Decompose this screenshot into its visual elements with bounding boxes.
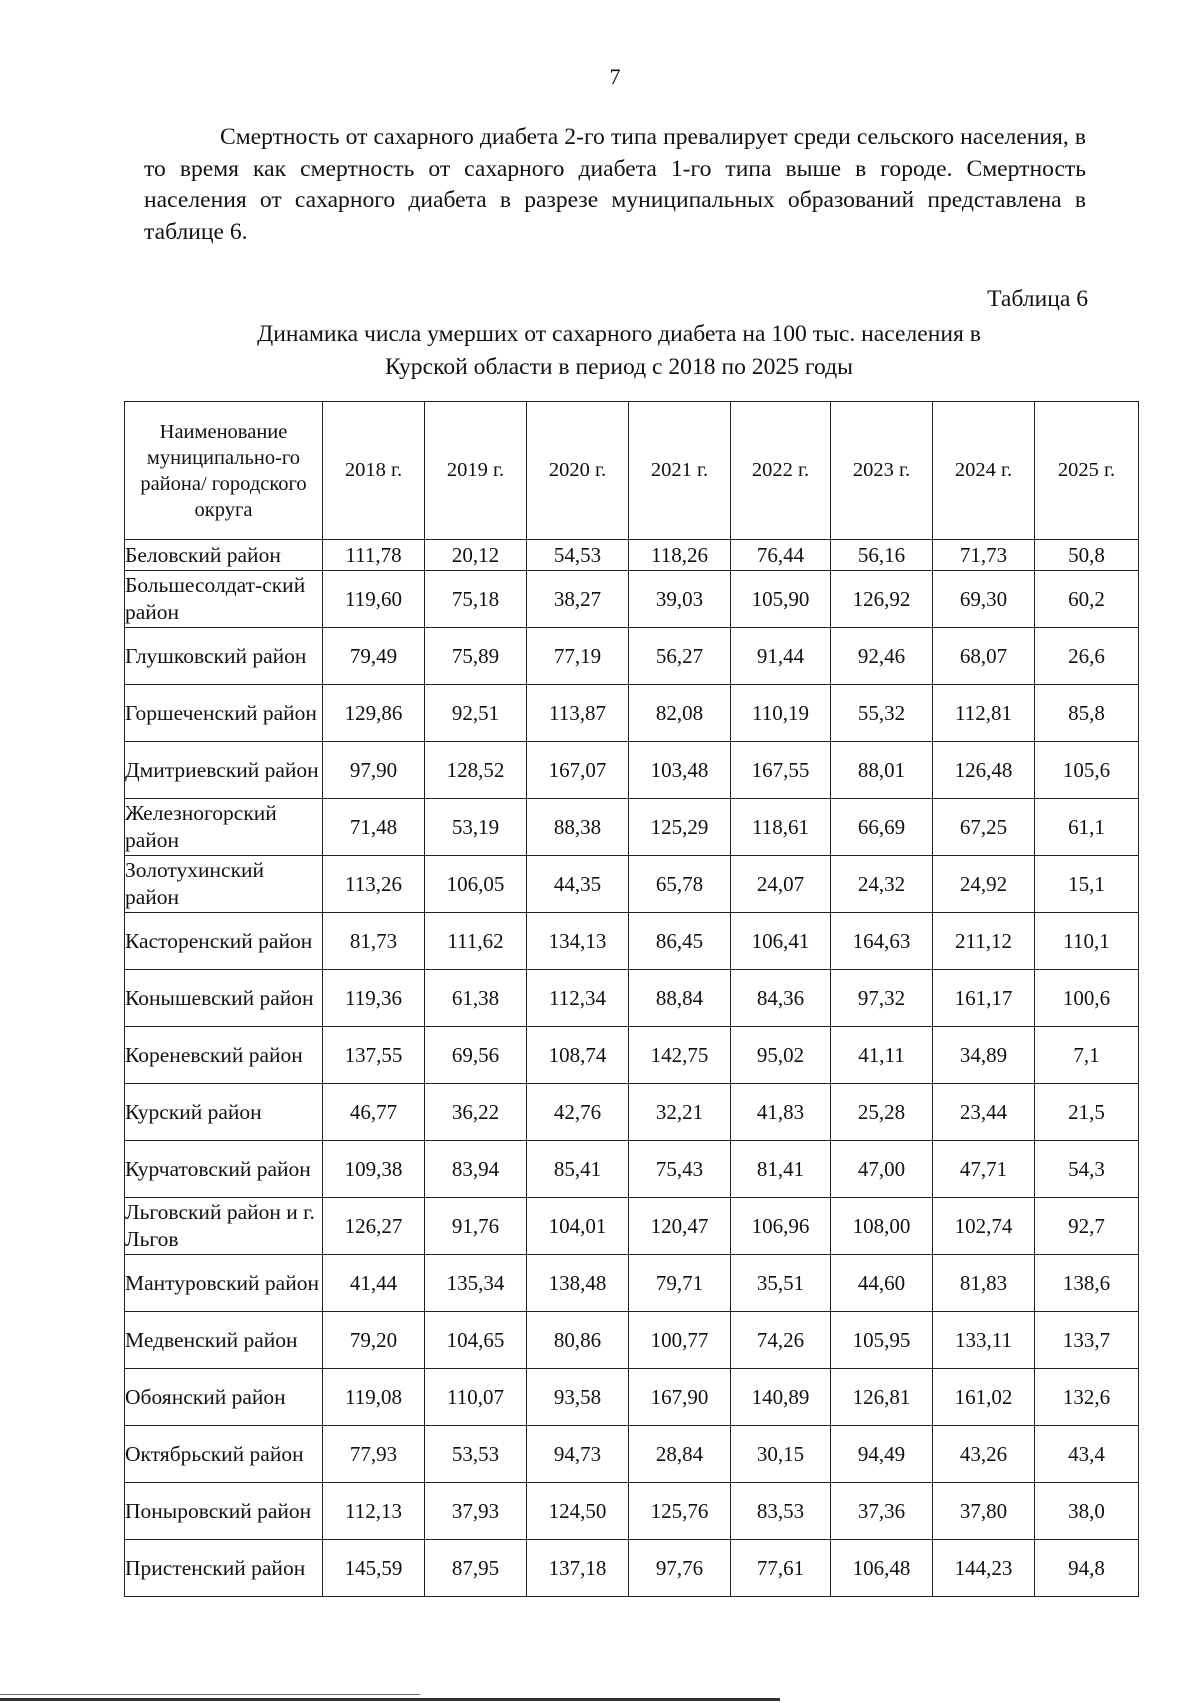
- value-cell: 102,74: [933, 1198, 1035, 1255]
- value-cell: 104,65: [425, 1312, 527, 1369]
- value-cell: 111,62: [425, 913, 527, 970]
- value-cell: 42,76: [527, 1084, 629, 1141]
- municipality-name: Золотухинский район: [125, 856, 323, 913]
- header-municipality: Наименование муниципально-го района/ городского округа: [125, 402, 323, 540]
- value-cell: 77,61: [731, 1540, 831, 1597]
- value-cell: 105,95: [831, 1312, 933, 1369]
- value-cell: 88,84: [629, 970, 731, 1027]
- value-cell: 112,81: [933, 685, 1035, 742]
- table-row: [125, 1540, 1139, 1597]
- value-cell: 43,4: [1035, 1426, 1139, 1483]
- value-cell: 23,44: [933, 1084, 1035, 1141]
- value-cell: 38,27: [527, 571, 629, 628]
- value-cell: 60,2: [1035, 571, 1139, 628]
- value-cell: 44,60: [831, 1255, 933, 1312]
- value-cell: 56,16: [831, 540, 933, 571]
- value-cell: 50,8: [1035, 540, 1139, 571]
- value-cell: 211,12: [933, 913, 1035, 970]
- value-cell: 93,58: [527, 1369, 629, 1426]
- value-cell: 81,83: [933, 1255, 1035, 1312]
- mortality-table: [124, 401, 1139, 1597]
- value-cell: 86,45: [629, 913, 731, 970]
- value-cell: 69,56: [425, 1027, 527, 1084]
- value-cell: 53,19: [425, 799, 527, 856]
- municipality-name: Большесолдат-ский район: [125, 571, 323, 628]
- value-cell: 75,43: [629, 1141, 731, 1198]
- municipality-name: Железногорский район: [125, 799, 323, 856]
- value-cell: 97,76: [629, 1540, 731, 1597]
- value-cell: 25,28: [831, 1084, 933, 1141]
- table-row: [125, 1312, 1139, 1369]
- value-cell: 104,01: [527, 1198, 629, 1255]
- value-cell: 84,36: [731, 970, 831, 1027]
- value-cell: 119,60: [323, 571, 425, 628]
- value-cell: 100,77: [629, 1312, 731, 1369]
- value-cell: 138,6: [1035, 1255, 1139, 1312]
- table-title: [150, 318, 1088, 384]
- value-cell: 137,55: [323, 1027, 425, 1084]
- value-cell: 100,6: [1035, 970, 1139, 1027]
- value-cell: 108,00: [831, 1198, 933, 1255]
- value-cell: 125,76: [629, 1483, 731, 1540]
- value-cell: 55,32: [831, 685, 933, 742]
- value-cell: 106,48: [831, 1540, 933, 1597]
- value-cell: 106,41: [731, 913, 831, 970]
- table-row: [125, 628, 1139, 685]
- value-cell: 97,90: [323, 742, 425, 799]
- value-cell: 106,96: [731, 1198, 831, 1255]
- value-cell: 83,53: [731, 1483, 831, 1540]
- header-year: 2022 г.: [731, 402, 831, 540]
- value-cell: 41,11: [831, 1027, 933, 1084]
- value-cell: 28,84: [629, 1426, 731, 1483]
- value-cell: 24,92: [933, 856, 1035, 913]
- value-cell: 161,02: [933, 1369, 1035, 1426]
- value-cell: 129,86: [323, 685, 425, 742]
- value-cell: 91,44: [731, 628, 831, 685]
- value-cell: 20,12: [425, 540, 527, 571]
- table-row: [125, 742, 1139, 799]
- value-cell: 24,32: [831, 856, 933, 913]
- value-cell: 53,53: [425, 1426, 527, 1483]
- value-cell: 133,11: [933, 1312, 1035, 1369]
- value-cell: 37,36: [831, 1483, 933, 1540]
- value-cell: 88,38: [527, 799, 629, 856]
- value-cell: 71,48: [323, 799, 425, 856]
- header-year: 2025 г.: [1035, 402, 1139, 540]
- value-cell: 46,77: [323, 1084, 425, 1141]
- value-cell: 119,36: [323, 970, 425, 1027]
- municipality-name: Касторенский район: [125, 913, 323, 970]
- intro-paragraph: Смертность от сахарного диабета 2-го типа превалирует среди сельского населения, в то время как смертность от сахарного диабета 1-го типа выше в городе. Смертность населения от сахарного диабета в разрезе муниципальных образований представлена в таблице 6.: [144, 124, 1086, 245]
- header-year: 2023 г.: [831, 402, 933, 540]
- value-cell: 88,01: [831, 742, 933, 799]
- value-cell: 32,21: [629, 1084, 731, 1141]
- table-row: [125, 1369, 1139, 1426]
- value-cell: 85,41: [527, 1141, 629, 1198]
- value-cell: 167,90: [629, 1369, 731, 1426]
- value-cell: 112,13: [323, 1483, 425, 1540]
- value-cell: 94,49: [831, 1426, 933, 1483]
- value-cell: 126,27: [323, 1198, 425, 1255]
- value-cell: 79,71: [629, 1255, 731, 1312]
- scan-edge-line: [0, 1698, 780, 1701]
- value-cell: 82,08: [629, 685, 731, 742]
- value-cell: 21,5: [1035, 1084, 1139, 1141]
- municipality-name: Поныровский район: [125, 1483, 323, 1540]
- value-cell: 79,20: [323, 1312, 425, 1369]
- value-cell: 91,76: [425, 1198, 527, 1255]
- municipality-name: Курский район: [125, 1084, 323, 1141]
- value-cell: 61,1: [1035, 799, 1139, 856]
- value-cell: 161,17: [933, 970, 1035, 1027]
- value-cell: 41,83: [731, 1084, 831, 1141]
- value-cell: 54,3: [1035, 1141, 1139, 1198]
- value-cell: 47,00: [831, 1141, 933, 1198]
- value-cell: 24,07: [731, 856, 831, 913]
- value-cell: 56,27: [629, 628, 731, 685]
- value-cell: 135,34: [425, 1255, 527, 1312]
- header-year: 2021 г.: [629, 402, 731, 540]
- municipality-name: Обоянский район: [125, 1369, 323, 1426]
- municipality-name: Медвенский район: [125, 1312, 323, 1369]
- municipality-name: Конышевский район: [125, 970, 323, 1027]
- value-cell: 126,48: [933, 742, 1035, 799]
- value-cell: 138,48: [527, 1255, 629, 1312]
- value-cell: 126,81: [831, 1369, 933, 1426]
- municipality-name: Беловский район: [125, 540, 323, 571]
- table-row: [125, 799, 1139, 856]
- municipality-name: Горшеченский район: [125, 685, 323, 742]
- value-cell: 80,86: [527, 1312, 629, 1369]
- value-cell: 7,1: [1035, 1027, 1139, 1084]
- value-cell: 35,51: [731, 1255, 831, 1312]
- value-cell: 75,18: [425, 571, 527, 628]
- value-cell: 118,26: [629, 540, 731, 571]
- value-cell: 92,7: [1035, 1198, 1139, 1255]
- table-row: [125, 970, 1139, 1027]
- page-number: 7: [609, 64, 621, 89]
- value-cell: 133,7: [1035, 1312, 1139, 1369]
- table-row: [125, 1255, 1139, 1312]
- value-cell: 110,19: [731, 685, 831, 742]
- value-cell: 105,6: [1035, 742, 1139, 799]
- value-cell: 81,73: [323, 913, 425, 970]
- value-cell: 132,6: [1035, 1369, 1139, 1426]
- header-year: 2020 г.: [527, 402, 629, 540]
- table-row: [125, 1483, 1139, 1540]
- value-cell: 15,1: [1035, 856, 1139, 913]
- table-title-line-2: Курской области в период с 2018 по 2025 годы: [385, 354, 853, 380]
- value-cell: 94,73: [527, 1426, 629, 1483]
- value-cell: 145,59: [323, 1540, 425, 1597]
- value-cell: 142,75: [629, 1027, 731, 1084]
- municipality-name: Кореневский район: [125, 1027, 323, 1084]
- municipality-name: Октябрьский район: [125, 1426, 323, 1483]
- table-row: [125, 1141, 1139, 1198]
- table-row: [125, 1198, 1139, 1255]
- value-cell: 110,1: [1035, 913, 1139, 970]
- scan-edge-line: [0, 1694, 420, 1695]
- value-cell: 167,55: [731, 742, 831, 799]
- value-cell: 125,29: [629, 799, 731, 856]
- value-cell: 94,8: [1035, 1540, 1139, 1597]
- value-cell: 75,89: [425, 628, 527, 685]
- value-cell: 81,41: [731, 1141, 831, 1198]
- value-cell: 92,51: [425, 685, 527, 742]
- value-cell: 164,63: [831, 913, 933, 970]
- value-cell: 71,73: [933, 540, 1035, 571]
- value-cell: 134,13: [527, 913, 629, 970]
- value-cell: 111,78: [323, 540, 425, 571]
- value-cell: 47,71: [933, 1141, 1035, 1198]
- value-cell: 137,18: [527, 1540, 629, 1597]
- table-row: [125, 1426, 1139, 1483]
- value-cell: 87,95: [425, 1540, 527, 1597]
- value-cell: 110,07: [425, 1369, 527, 1426]
- value-cell: 108,74: [527, 1027, 629, 1084]
- value-cell: 113,26: [323, 856, 425, 913]
- value-cell: 119,08: [323, 1369, 425, 1426]
- header-year: 2018 г.: [323, 402, 425, 540]
- municipality-name: Льговский район и г. Льгов: [125, 1198, 323, 1255]
- value-cell: 97,32: [831, 970, 933, 1027]
- municipality-name: Глушковский район: [125, 628, 323, 685]
- table-row: [125, 1027, 1139, 1084]
- table-row: [125, 856, 1139, 913]
- header-year: 2024 г.: [933, 402, 1035, 540]
- value-cell: 38,0: [1035, 1483, 1139, 1540]
- table-row: [125, 1084, 1139, 1141]
- value-cell: 34,89: [933, 1027, 1035, 1084]
- value-cell: 167,07: [527, 742, 629, 799]
- value-cell: 144,23: [933, 1540, 1035, 1597]
- value-cell: 106,05: [425, 856, 527, 913]
- table-title-line-1: Динамика числа умерших от сахарного диабета на 100 тыс. населения в: [257, 321, 981, 347]
- value-cell: 67,25: [933, 799, 1035, 856]
- value-cell: 140,89: [731, 1369, 831, 1426]
- value-cell: 126,92: [831, 571, 933, 628]
- table-body: [125, 540, 1139, 1597]
- value-cell: 128,52: [425, 742, 527, 799]
- value-cell: 37,80: [933, 1483, 1035, 1540]
- table-label: Таблица 6: [987, 286, 1088, 312]
- value-cell: 120,47: [629, 1198, 731, 1255]
- value-cell: 83,94: [425, 1141, 527, 1198]
- table-row: [125, 685, 1139, 742]
- municipality-name: Мантуровский район: [125, 1255, 323, 1312]
- value-cell: 30,15: [731, 1426, 831, 1483]
- value-cell: 79,49: [323, 628, 425, 685]
- value-cell: 95,02: [731, 1027, 831, 1084]
- value-cell: 77,93: [323, 1426, 425, 1483]
- value-cell: 112,34: [527, 970, 629, 1027]
- value-cell: 92,46: [831, 628, 933, 685]
- table-row: [125, 571, 1139, 628]
- value-cell: 74,26: [731, 1312, 831, 1369]
- value-cell: 85,8: [1035, 685, 1139, 742]
- value-cell: 54,53: [527, 540, 629, 571]
- header-year: 2019 г.: [425, 402, 527, 540]
- value-cell: 36,22: [425, 1084, 527, 1141]
- table-header-row: [125, 402, 1139, 540]
- value-cell: 77,19: [527, 628, 629, 685]
- value-cell: 65,78: [629, 856, 731, 913]
- value-cell: 37,93: [425, 1483, 527, 1540]
- municipality-name: Курчатовский район: [125, 1141, 323, 1198]
- value-cell: 61,38: [425, 970, 527, 1027]
- table-row: [125, 913, 1139, 970]
- value-cell: 26,6: [1035, 628, 1139, 685]
- value-cell: 76,44: [731, 540, 831, 571]
- value-cell: 66,69: [831, 799, 933, 856]
- value-cell: 109,38: [323, 1141, 425, 1198]
- value-cell: 68,07: [933, 628, 1035, 685]
- municipality-name: Пристенский район: [125, 1540, 323, 1597]
- value-cell: 44,35: [527, 856, 629, 913]
- value-cell: 41,44: [323, 1255, 425, 1312]
- value-cell: 124,50: [527, 1483, 629, 1540]
- value-cell: 103,48: [629, 742, 731, 799]
- value-cell: 118,61: [731, 799, 831, 856]
- municipality-name: Дмитриевский район: [125, 742, 323, 799]
- value-cell: 105,90: [731, 571, 831, 628]
- table-row: [125, 540, 1139, 571]
- value-cell: 113,87: [527, 685, 629, 742]
- value-cell: 43,26: [933, 1426, 1035, 1483]
- value-cell: 39,03: [629, 571, 731, 628]
- value-cell: 69,30: [933, 571, 1035, 628]
